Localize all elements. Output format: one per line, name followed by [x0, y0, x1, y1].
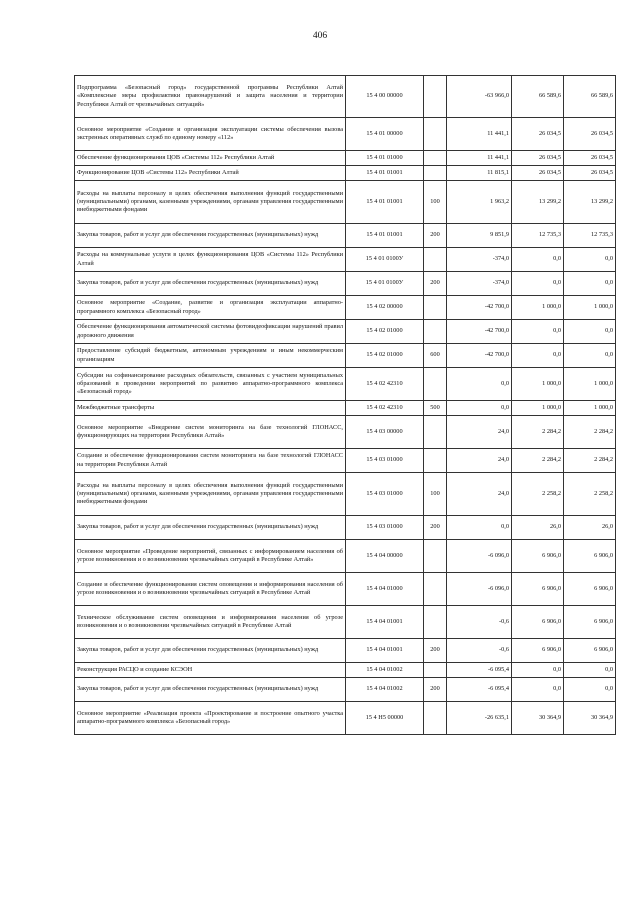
row-value-3-cell: 2 258,2	[564, 473, 616, 516]
row-code-cell: 15 4 03 01000	[346, 449, 424, 473]
row-value-1-cell: 0,0	[447, 401, 512, 416]
table-row	[75, 344, 616, 368]
row-expense-type-cell: 200	[424, 516, 447, 540]
table-row	[75, 678, 616, 702]
table-row	[75, 118, 616, 151]
row-expense-type-cell	[424, 248, 447, 272]
row-expense-type-cell	[424, 573, 447, 606]
row-value-3-cell: 30 364,9	[564, 702, 616, 735]
row-value-2-cell: 6 906,0	[512, 540, 564, 573]
row-code-cell: 15 4 04 01001	[346, 606, 424, 639]
row-name-cell: Создание и обеспечение функционирования систем мониторинга на базе технологий ГЛОНАСС на территории Республики Алтай	[75, 449, 346, 473]
row-value-2-cell: 6 906,0	[512, 606, 564, 639]
row-name-cell: Создание и обеспечение функционирования систем оповещения и информирования населения об угрозе возникновения и о возникновении чрезвычайных ситуаций в Республике Алтай	[75, 573, 346, 606]
row-value-3-cell: 26,0	[564, 516, 616, 540]
row-name-cell: Обеспечение функционирования ЦОВ «Системы 112» Республики Алтай	[75, 151, 346, 166]
row-value-1-cell: -42 700,0	[447, 296, 512, 320]
row-value-2-cell: 26 034,5	[512, 151, 564, 166]
row-expense-type-cell	[424, 702, 447, 735]
row-value-2-cell: 2 284,2	[512, 416, 564, 449]
row-name-cell: Функционирование ЦОВ «Системы 112» Республики Алтай	[75, 166, 346, 181]
row-expense-type-cell	[424, 320, 447, 344]
row-expense-type-cell	[424, 416, 447, 449]
row-value-2-cell: 6 906,0	[512, 639, 564, 663]
table-row	[75, 296, 616, 320]
row-expense-type-cell: 600	[424, 344, 447, 368]
row-value-1-cell: 1 963,2	[447, 181, 512, 224]
row-name-cell: Закупка товаров, работ и услуг для обеспечения государственных (муниципальных) нужд	[75, 678, 346, 702]
row-value-3-cell: 1 000,0	[564, 368, 616, 401]
row-expense-type-cell	[424, 663, 447, 678]
row-value-2-cell: 6 906,0	[512, 573, 564, 606]
row-name-cell: Подпрограмма «Безопасный город» государственной программы Республики Алтай «Комплексные меры профилактики правонарушений и защита населения и территории Республики Алтай от чрезвычайных ситуаций»	[75, 76, 346, 118]
row-value-3-cell: 13 299,2	[564, 181, 616, 224]
row-expense-type-cell	[424, 540, 447, 573]
row-name-cell: Расходы на коммунальные услуги в целях функционирования ЦОВ «Системы 112» Республики Алтай	[75, 248, 346, 272]
row-name-cell: Основное мероприятие «Создание и организация эксплуатации системы обеспечения вызова экстренных оперативных служб по единому номеру «112»	[75, 118, 346, 151]
row-value-1-cell: -0,6	[447, 639, 512, 663]
row-value-3-cell: 6 906,0	[564, 639, 616, 663]
row-value-1-cell: -26 635,1	[447, 702, 512, 735]
row-code-cell: 15 4 03 00000	[346, 416, 424, 449]
row-expense-type-cell	[424, 76, 447, 118]
row-value-3-cell: 12 735,3	[564, 224, 616, 248]
row-value-2-cell: 0,0	[512, 344, 564, 368]
row-value-1-cell: 11 441,1	[447, 151, 512, 166]
table-row	[75, 151, 616, 166]
row-value-3-cell: 6 906,0	[564, 540, 616, 573]
row-value-3-cell: 6 906,0	[564, 573, 616, 606]
table-row	[75, 639, 616, 663]
table-row	[75, 473, 616, 516]
row-expense-type-cell: 100	[424, 181, 447, 224]
row-expense-type-cell	[424, 118, 447, 151]
row-value-2-cell: 2 284,2	[512, 449, 564, 473]
row-value-2-cell: 1 000,0	[512, 401, 564, 416]
row-expense-type-cell: 100	[424, 473, 447, 516]
row-value-1-cell: 11 441,1	[447, 118, 512, 151]
table-row	[75, 368, 616, 401]
row-code-cell: 15 4 02 42310	[346, 368, 424, 401]
row-value-1-cell: -42 700,0	[447, 344, 512, 368]
row-value-1-cell: 0,0	[447, 368, 512, 401]
row-value-2-cell: 0,0	[512, 272, 564, 296]
row-name-cell: Межбюджетные трансферты	[75, 401, 346, 416]
table-row	[75, 663, 616, 678]
row-code-cell: 15 4 01 0100У	[346, 248, 424, 272]
row-expense-type-cell	[424, 166, 447, 181]
row-name-cell: Закупка товаров, работ и услуг для обеспечения государственных (муниципальных) нужд	[75, 272, 346, 296]
row-value-2-cell: 0,0	[512, 678, 564, 702]
row-code-cell: 15 4 02 42310	[346, 401, 424, 416]
row-value-2-cell: 66 589,6	[512, 76, 564, 118]
row-value-3-cell: 1 000,0	[564, 401, 616, 416]
row-value-3-cell: 0,0	[564, 320, 616, 344]
row-code-cell: 15 4 04 01000	[346, 573, 424, 606]
row-value-1-cell: -6 096,0	[447, 573, 512, 606]
row-value-3-cell: 26 034,5	[564, 118, 616, 151]
table-row	[75, 320, 616, 344]
table-row	[75, 272, 616, 296]
row-code-cell: 15 4 01 01000	[346, 151, 424, 166]
row-name-cell: Закупка товаров, работ и услуг для обеспечения государственных (муниципальных) нужд	[75, 516, 346, 540]
row-value-3-cell: 2 284,2	[564, 449, 616, 473]
row-expense-type-cell: 200	[424, 639, 447, 663]
row-name-cell: Основное мероприятие «Внедрение систем мониторинга на базе технологий ГЛОНАСС, функционирующих на территории Республики Алтай»	[75, 416, 346, 449]
row-value-3-cell: 0,0	[564, 678, 616, 702]
budget-table	[74, 75, 616, 735]
row-code-cell: 15 4 03 01000	[346, 516, 424, 540]
row-code-cell: 15 4 04 01002	[346, 678, 424, 702]
row-code-cell: 15 4 02 00000	[346, 296, 424, 320]
row-value-3-cell: 0,0	[564, 248, 616, 272]
row-name-cell: Реконструкция РАСЦО и создание КСЭОН	[75, 663, 346, 678]
row-code-cell: 15 4 01 00000	[346, 118, 424, 151]
row-name-cell: Закупка товаров, работ и услуг для обеспечения государственных (муниципальных) нужд	[75, 224, 346, 248]
row-value-3-cell: 0,0	[564, 344, 616, 368]
row-value-2-cell: 13 299,2	[512, 181, 564, 224]
row-code-cell: 15 4 00 00000	[346, 76, 424, 118]
table-row	[75, 181, 616, 224]
row-value-2-cell: 0,0	[512, 248, 564, 272]
row-value-2-cell: 0,0	[512, 663, 564, 678]
row-name-cell: Основное мероприятие «Проведение мероприятий, связанных с информированием населения об угрозе возникновения и о возникновении чрезвычайных ситуаций в Республике Алтай»	[75, 540, 346, 573]
row-code-cell: 15 4 Н5 00000	[346, 702, 424, 735]
row-name-cell: Закупка товаров, работ и услуг для обеспечения государственных (муниципальных) нужд	[75, 639, 346, 663]
row-expense-type-cell	[424, 606, 447, 639]
row-value-1-cell: -6 095,4	[447, 663, 512, 678]
row-code-cell: 15 4 01 01001	[346, 224, 424, 248]
row-value-3-cell: 6 906,0	[564, 606, 616, 639]
table-row	[75, 702, 616, 735]
row-name-cell: Основное мероприятие «Создание, развитие и организация эксплуатации аппаратно-программного комплекса «Безопасный город»	[75, 296, 346, 320]
page-number: 406	[312, 31, 328, 41]
row-value-1-cell: 0,0	[447, 516, 512, 540]
row-value-3-cell: 0,0	[564, 272, 616, 296]
row-value-2-cell: 2 258,2	[512, 473, 564, 516]
row-value-2-cell: 1 000,0	[512, 296, 564, 320]
row-value-1-cell: -6 096,0	[447, 540, 512, 573]
row-expense-type-cell: 200	[424, 224, 447, 248]
row-name-cell: Основное мероприятие «Реализация проекта «Проектирование и построение опытного участка аппаратно-программного комплекса «Безопасный город»	[75, 702, 346, 735]
row-code-cell: 15 4 01 01001	[346, 181, 424, 224]
row-value-1-cell: 24,0	[447, 473, 512, 516]
row-expense-type-cell: 200	[424, 272, 447, 296]
row-value-2-cell: 30 364,9	[512, 702, 564, 735]
table-row	[75, 416, 616, 449]
table-row	[75, 573, 616, 606]
row-expense-type-cell: 200	[424, 678, 447, 702]
row-name-cell: Техническое обслуживание систем оповещения и информирования населения об угрозе возникновения и о возникновении чрезвычайных ситуаций в Республике Алтай	[75, 606, 346, 639]
row-value-3-cell: 26 034,5	[564, 166, 616, 181]
row-code-cell: 15 4 01 0100У	[346, 272, 424, 296]
row-name-cell: Расходы на выплаты персоналу в целях обеспечения выполнения функций государственными (муниципальными) органами, казенными учреждениями, органами управления государственными внебюджетными фондами	[75, 473, 346, 516]
table-row	[75, 76, 616, 118]
row-expense-type-cell	[424, 449, 447, 473]
row-expense-type-cell: 500	[424, 401, 447, 416]
row-value-2-cell: 26 034,5	[512, 166, 564, 181]
row-code-cell: 15 4 04 00000	[346, 540, 424, 573]
row-value-1-cell: -42 700,0	[447, 320, 512, 344]
table-row	[75, 540, 616, 573]
row-value-2-cell: 0,0	[512, 320, 564, 344]
row-value-3-cell: 26 034,5	[564, 151, 616, 166]
table-row	[75, 449, 616, 473]
row-value-3-cell: 66 589,6	[564, 76, 616, 118]
row-code-cell: 15 4 02 01000	[346, 344, 424, 368]
row-value-1-cell: -0,6	[447, 606, 512, 639]
row-value-2-cell: 26 034,5	[512, 118, 564, 151]
row-code-cell: 15 4 02 01000	[346, 320, 424, 344]
row-value-1-cell: 11 815,1	[447, 166, 512, 181]
row-expense-type-cell	[424, 151, 447, 166]
row-code-cell: 15 4 01 01001	[346, 166, 424, 181]
table-row	[75, 401, 616, 416]
row-expense-type-cell	[424, 296, 447, 320]
row-value-1-cell: 24,0	[447, 416, 512, 449]
row-value-3-cell: 0,0	[564, 663, 616, 678]
row-name-cell: Субсидии на софинансирование расходных обязательств, связанных с участием муниципальных образований в проведении мероприятий по развитию аппаратно-программного комплекса «Безопасный город»	[75, 368, 346, 401]
row-expense-type-cell	[424, 368, 447, 401]
row-value-1-cell: -6 095,4	[447, 678, 512, 702]
row-code-cell: 15 4 04 01001	[346, 639, 424, 663]
row-value-1-cell: -63 966,0	[447, 76, 512, 118]
row-value-2-cell: 12 735,3	[512, 224, 564, 248]
row-code-cell: 15 4 04 01002	[346, 663, 424, 678]
table-row	[75, 516, 616, 540]
row-value-3-cell: 2 284,2	[564, 416, 616, 449]
row-value-3-cell: 1 000,0	[564, 296, 616, 320]
row-value-1-cell: 24,0	[447, 449, 512, 473]
row-value-1-cell: 9 851,9	[447, 224, 512, 248]
table-row	[75, 248, 616, 272]
row-code-cell: 15 4 03 01000	[346, 473, 424, 516]
row-value-1-cell: -374,0	[447, 248, 512, 272]
row-name-cell: Предоставление субсидий бюджетным, автономным учреждениям и иным некоммерческим организациям	[75, 344, 346, 368]
table-row	[75, 606, 616, 639]
table-row	[75, 166, 616, 181]
row-name-cell: Расходы на выплаты персоналу в целях обеспечения выполнения функций государственными (муниципальными) органами, казенными учреждениями, органами управления государственными внебюджетными фондами	[75, 181, 346, 224]
row-value-2-cell: 1 000,0	[512, 368, 564, 401]
row-name-cell: Обеспечение функционирования автоматической системы фотовидеофиксации нарушений правил дорожного движения	[75, 320, 346, 344]
row-value-1-cell: -374,0	[447, 272, 512, 296]
row-value-2-cell: 26,0	[512, 516, 564, 540]
table-row	[75, 224, 616, 248]
